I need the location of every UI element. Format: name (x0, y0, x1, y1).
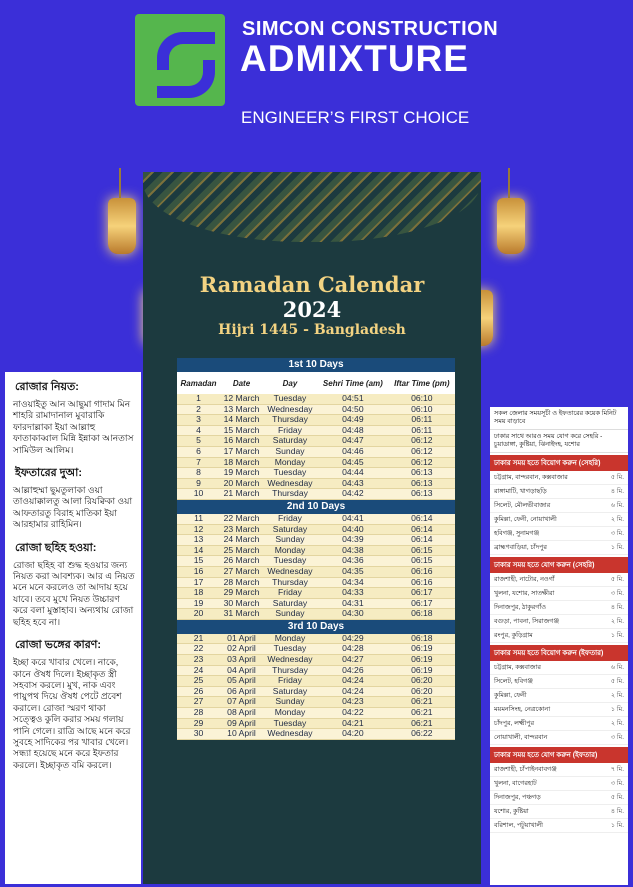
cell-iftar: 06:14 (389, 535, 455, 546)
district-item (490, 703, 628, 717)
cell-sehri: 04:23 (317, 697, 389, 708)
district-minutes: ৬ মি. (610, 664, 624, 671)
iftar-dua-text: আল্লাহুম্মা ছুমতুলাকা ওয়া তাওয়াক্কালতু আলা রিযক্বিকা ওয়া আফতারতু বিরাহ মাতিকা ইয়া আরহামার রাহিমিন। (13, 485, 133, 530)
cell-day: Thursday (263, 415, 317, 426)
district-item (490, 601, 628, 615)
cell-date: 03 April (220, 655, 263, 666)
district-section-title: ঢাকার সময় হতে যোগ করুন (ইফতার) (490, 747, 628, 763)
cell-day: Saturday (263, 598, 317, 609)
section-label: 2nd 10 Days (177, 499, 455, 514)
cell-ramadan: 4 (177, 425, 220, 436)
cell-ramadan: 13 (177, 535, 220, 546)
district-item (490, 661, 628, 675)
header-day: Day (263, 372, 317, 394)
district-item (490, 471, 628, 485)
cell-date: 23 March (220, 524, 263, 535)
header-sehri: Sehri Time (am) (317, 372, 389, 394)
district-names: রাজশাহী, নাটোর, নওগাঁ (494, 576, 555, 583)
cell-iftar: 06:19 (389, 665, 455, 676)
cell-ramadan: 8 (177, 468, 220, 479)
niyat-text: নাওয়াইতু আন আছুমা গাদাম মিন শাহরি রামাদানাল মুবারাকি ফারদাল্লাকা ইয়া আল্লাহু ফাতাকাব্বাল মিন্নি ইন্নাকা আনতাস সামিউল আলিম। (13, 399, 134, 455)
cell-ramadan: 11 (177, 514, 220, 524)
district-minutes: ৫ মি. (610, 474, 624, 481)
section-band (177, 358, 455, 372)
district-item (490, 629, 628, 643)
cell-day: Wednesday (263, 478, 317, 489)
district-section-title: ঢাকার সময় হতে যোগ করুন (সেহরি) (490, 557, 628, 573)
cell-iftar: 06:11 (389, 415, 455, 426)
cell-iftar: 06:15 (389, 556, 455, 567)
district-minutes: ৪ মি. (610, 808, 624, 815)
district-minutes: ১ মি. (610, 632, 624, 639)
district-minutes: ২ মি. (610, 720, 624, 727)
cell-day: Friday (263, 588, 317, 599)
cell-ramadan: 18 (177, 588, 220, 599)
arch-ornament (143, 172, 481, 242)
table-row (177, 545, 455, 556)
district-names: খুলনা, যশোর, সাতক্ষীরা (494, 590, 555, 597)
district-names: ব্রাহ্মণবাড়িয়া, চাঁদপুর (494, 544, 547, 551)
cell-iftar: 06:12 (389, 436, 455, 447)
district-names: রংপুর, কুড়িগ্রাম (494, 632, 533, 639)
cell-ramadan: 5 (177, 436, 220, 447)
cell-iftar: 06:17 (389, 598, 455, 609)
section-label: 3rd 10 Days (177, 619, 455, 634)
cell-date: 09 April (220, 718, 263, 729)
district-item (490, 485, 628, 499)
district-names: দিনাজপুর, পঞ্চগড় (494, 794, 541, 801)
break-fast-text: ইচ্ছা করে খাবার খেলে। নাকে, কানে ঔষধ দিলে। ইচ্ছাকৃত স্ত্রী সহবাস করলে। মুখ, নাক এবং পায়ুপথ দিয়ে ঔষধ পেটে প্রবেশ করালে। রোজা স্মরণ থাকা সত্ত্বেও কুলি করার সময় গলায় পানি গেলে। রাত্রি আছে মনে করে সুবহে সাদিকের পর খাবার খেলে। সন্ধ্যা হয়েছে মনে করে ইফতার করলে। ইচ্ছাকৃত বমি করলে। (13, 657, 131, 770)
cell-sehri: 04:33 (317, 588, 389, 599)
cell-iftar: 06:12 (389, 457, 455, 468)
cell-day: Sunday (263, 535, 317, 546)
section-band (177, 619, 455, 634)
district-minutes: ১ মি. (610, 706, 624, 713)
table-row (177, 577, 455, 588)
district-minutes: ৩ মি. (610, 590, 624, 597)
cell-sehri: 04:38 (317, 545, 389, 556)
cell-day: Monday (263, 708, 317, 719)
cell-date: 01 April (220, 634, 263, 644)
cell-iftar: 06:13 (389, 489, 455, 500)
cell-sehri: 04:45 (317, 457, 389, 468)
table-row (177, 644, 455, 655)
table-header (177, 372, 455, 394)
cell-date: 07 April (220, 697, 263, 708)
district-item (490, 573, 628, 587)
district-item (490, 587, 628, 601)
table-row (177, 404, 455, 415)
table-row (177, 665, 455, 676)
table-row (177, 425, 455, 436)
cell-iftar: 06:12 (389, 446, 455, 457)
cell-iftar: 06:14 (389, 514, 455, 524)
district-names: রাজশাহী, চাঁপাইনবাবগঞ্জ (494, 766, 557, 773)
cell-iftar: 06:18 (389, 634, 455, 644)
cell-sehri: 04:47 (317, 436, 389, 447)
district-names: চট্টগ্রাম, কক্সবাজার (494, 664, 541, 671)
district-minutes: ৪ মি. (610, 604, 624, 611)
cell-ramadan: 10 (177, 489, 220, 500)
table-row (177, 686, 455, 697)
brand-logo (135, 14, 225, 106)
cell-sehri: 04:44 (317, 468, 389, 479)
calendar-title: Ramadan Calendar (199, 272, 425, 297)
cell-ramadan: 15 (177, 556, 220, 567)
brand-name-line1: SIMCON CONSTRUCTION (242, 18, 499, 40)
cell-date: 25 March (220, 545, 263, 556)
district-minutes: ৩ মি. (610, 734, 624, 741)
district-names: রাঙ্গামাটি, খাগড়াছড়ি (494, 488, 547, 495)
table-row (177, 718, 455, 729)
table-row (177, 468, 455, 479)
cell-day: Monday (263, 545, 317, 556)
table-row (177, 394, 455, 404)
table-row (177, 598, 455, 609)
cell-sehri: 04:35 (317, 566, 389, 577)
cell-ramadan: 21 (177, 634, 220, 644)
cell-sehri: 04:41 (317, 514, 389, 524)
cell-sehri: 04:29 (317, 634, 389, 644)
cell-day: Tuesday (263, 718, 317, 729)
district-names: চাঁদপুর, লক্ষ্মীপুর (494, 720, 535, 727)
cell-iftar: 06:10 (389, 404, 455, 415)
district-minutes: ৭ মি. (610, 766, 624, 773)
table-row (177, 514, 455, 524)
table-row (177, 535, 455, 546)
district-names: যশোর, কুষ্টিয়া (494, 808, 529, 815)
table-row (177, 566, 455, 577)
district-minutes: ১ মি. (610, 822, 624, 829)
district-item (490, 791, 628, 805)
district-minutes: ২ মি. (610, 618, 624, 625)
table-row (177, 489, 455, 500)
valid-fast-text: রোজা ছহিহ বা শুদ্ধ হওয়ার জন্য নিয়ত করা আবশ্যক। আর এ নিয়ত মনে মনে করলেও তা আদায় হয়ে যাবে। তবে মুখে নিয়ত উচ্চারণ করে বলা মুস্তাহাব। অন্যথায় রোজা ছহিহ হবে না। (13, 559, 135, 627)
cell-sehri: 04:46 (317, 446, 389, 457)
cell-date: 21 March (220, 489, 263, 500)
district-intro: সকল জেলার সময়সূচী ও ইফতারের কয়েক মিনিট সময় বাড়াবে (490, 407, 628, 430)
district-item (490, 541, 628, 555)
cell-iftar: 06:18 (389, 609, 455, 620)
cell-date: 30 March (220, 598, 263, 609)
cell-sehri: 04:36 (317, 556, 389, 567)
table-row (177, 729, 455, 740)
district-names: কুমিল্লা, ফেনী, নোয়াখালী (494, 516, 557, 523)
district-names: ময়মনসিংহ, নেত্রকোনা (494, 706, 551, 713)
cell-ramadan: 25 (177, 676, 220, 687)
cell-date: 06 April (220, 686, 263, 697)
cell-date: 08 April (220, 708, 263, 719)
cell-date: 20 March (220, 478, 263, 489)
district-item (490, 689, 628, 703)
calendar-year: 2024 (282, 297, 342, 322)
iftar-dua-heading: ইফতারের দুআ: (15, 467, 83, 480)
cell-sehri: 04:42 (317, 489, 389, 500)
table-row (177, 588, 455, 599)
cell-date: 16 March (220, 436, 263, 447)
cell-ramadan: 1 (177, 394, 220, 404)
cell-sehri: 04:31 (317, 598, 389, 609)
district-names: বরিশাল, পটুয়াখালী (494, 822, 543, 829)
calendar-hijri: Hijri 1445 - Bangladesh (218, 322, 406, 338)
cell-ramadan: 6 (177, 446, 220, 457)
table-row (177, 697, 455, 708)
cell-sehri: 04:22 (317, 708, 389, 719)
cell-date: 27 March (220, 566, 263, 577)
cell-sehri: 04:34 (317, 577, 389, 588)
table-row (177, 457, 455, 468)
cell-iftar: 06:20 (389, 676, 455, 687)
district-item (490, 675, 628, 689)
cell-date: 24 March (220, 535, 263, 546)
district-item (490, 499, 628, 513)
cell-day: Wednesday (263, 566, 317, 577)
cell-iftar: 06:13 (389, 468, 455, 479)
cell-iftar: 06:13 (389, 478, 455, 489)
break-fast-heading: রোজা ভঙ্গের কারণ: (15, 639, 102, 652)
cell-iftar: 06:10 (389, 394, 455, 404)
cell-iftar: 06:21 (389, 718, 455, 729)
cell-day: Saturday (263, 436, 317, 447)
cell-ramadan: 19 (177, 598, 220, 609)
district-item (490, 777, 628, 791)
section-label: 1st 10 Days (177, 358, 455, 372)
cell-day: Wednesday (263, 655, 317, 666)
calendar-panel (143, 172, 481, 884)
cell-ramadan: 28 (177, 708, 220, 719)
cell-day: Thursday (263, 489, 317, 500)
brand-name-line2: ADMIXTURE (240, 38, 469, 79)
district-minutes: ৪ মি. (610, 488, 624, 495)
district-item (490, 805, 628, 819)
cell-day: Friday (263, 514, 317, 524)
cell-iftar: 06:21 (389, 697, 455, 708)
district-item (490, 731, 628, 745)
cell-day: Sunday (263, 446, 317, 457)
cell-sehri: 04:51 (317, 394, 389, 404)
cell-day: Sunday (263, 697, 317, 708)
district-item (490, 717, 628, 731)
cell-date: 05 April (220, 676, 263, 687)
cell-day: Friday (263, 676, 317, 687)
cell-iftar: 06:19 (389, 644, 455, 655)
section-band (177, 499, 455, 514)
cell-day: Monday (263, 457, 317, 468)
cell-iftar: 06:16 (389, 577, 455, 588)
cell-sehri: 04:40 (317, 524, 389, 535)
cell-date: 17 March (220, 446, 263, 457)
district-names: কুমিল্লা, ফেনী (494, 692, 527, 699)
cell-day: Thursday (263, 665, 317, 676)
cell-date: 04 April (220, 665, 263, 676)
cell-date: 13 March (220, 404, 263, 415)
district-names: খুলনা, বাগেরহাট (494, 780, 537, 787)
cell-ramadan: 24 (177, 665, 220, 676)
cell-sehri: 04:48 (317, 425, 389, 436)
cell-date: 14 March (220, 415, 263, 426)
cell-day: Friday (263, 425, 317, 436)
cell-sehri: 04:24 (317, 686, 389, 697)
cell-sehri: 04:43 (317, 478, 389, 489)
cell-day: Monday (263, 634, 317, 644)
cell-date: 12 March (220, 394, 263, 404)
cell-date: 28 March (220, 577, 263, 588)
cell-ramadan: 27 (177, 697, 220, 708)
cell-ramadan: 26 (177, 686, 220, 697)
cell-iftar: 06:16 (389, 566, 455, 577)
cell-sehri: 04:20 (317, 729, 389, 740)
cell-date: 15 March (220, 425, 263, 436)
cell-date: 29 March (220, 588, 263, 599)
table-row (177, 415, 455, 426)
cell-day: Wednesday (263, 404, 317, 415)
table-row (177, 524, 455, 535)
cell-sehri: 04:50 (317, 404, 389, 415)
cell-ramadan: 2 (177, 404, 220, 415)
header-iftar: Iftar Time (pm) (389, 372, 455, 394)
district-item (490, 527, 628, 541)
cell-day: Sunday (263, 609, 317, 620)
cell-date: 02 April (220, 644, 263, 655)
district-names: নোয়াখালী, বান্দরবান (494, 734, 548, 741)
district-minutes: ২ মি. (610, 692, 624, 699)
table-row (177, 655, 455, 666)
district-minutes: ৩ মি. (610, 780, 624, 787)
cell-ramadan: 17 (177, 577, 220, 588)
cell-date: 31 March (220, 609, 263, 620)
cell-iftar: 06:20 (389, 686, 455, 697)
table-row (177, 436, 455, 447)
district-intro-2: ঢাকার সাথে আরও সময় যোগ করে সেহরি - চুয়াডাঙ্গা, কুষ্টিয়া, ঝিনাইদহ, যশোর (490, 430, 628, 453)
brand-tagline: ENGINEER’S FIRST CHOICE (241, 108, 470, 127)
cell-date: 26 March (220, 556, 263, 567)
table-row (177, 676, 455, 687)
cell-sehri: 04:28 (317, 644, 389, 655)
district-minutes: ২ মি. (610, 516, 624, 523)
header-date: Date (220, 372, 263, 394)
cell-ramadan: 29 (177, 718, 220, 729)
table-row (177, 708, 455, 719)
district-names: বগুড়া, পাবনা, সিরাজগঞ্জ (494, 618, 559, 625)
district-minutes: ৬ মি. (610, 502, 624, 509)
cell-iftar: 06:14 (389, 524, 455, 535)
cell-ramadan: 9 (177, 478, 220, 489)
cell-sehri: 04:39 (317, 535, 389, 546)
cell-iftar: 06:22 (389, 729, 455, 740)
district-item (490, 763, 628, 777)
cell-iftar: 06:15 (389, 545, 455, 556)
cell-ramadan: 22 (177, 644, 220, 655)
header-ramadan: Ramadan (177, 372, 220, 394)
ramadan-table (177, 358, 455, 740)
cell-iftar: 06:11 (389, 425, 455, 436)
cell-sehri: 04:21 (317, 718, 389, 729)
district-item (490, 615, 628, 629)
cell-day: Tuesday (263, 644, 317, 655)
district-item (490, 819, 628, 833)
cell-ramadan: 7 (177, 457, 220, 468)
district-minutes: ৫ মি. (610, 576, 624, 583)
cell-ramadan: 12 (177, 524, 220, 535)
lantern-left-outer-icon (108, 198, 136, 254)
district-time-card (490, 407, 628, 885)
district-names: সিলেট, হবিগঞ্জ (494, 678, 533, 685)
table-row (177, 446, 455, 457)
cell-iftar: 06:19 (389, 655, 455, 666)
table-row (177, 556, 455, 567)
cell-date: 22 March (220, 514, 263, 524)
cell-iftar: 06:21 (389, 708, 455, 719)
district-names: চট্টগ্রাম, বান্দরবান, কক্সবাজার (494, 474, 568, 481)
district-section-title: ঢাকার সময় হতে বিয়োগ করুন (ইফতার) (490, 645, 628, 661)
cell-sehri: 04:30 (317, 609, 389, 620)
district-section-title: ঢাকার সময় হতে বিয়োগ করুন (সেহরি) (490, 455, 628, 471)
cell-day: Tuesday (263, 468, 317, 479)
cell-sehri: 04:27 (317, 655, 389, 666)
district-minutes: ১ মি. (610, 544, 624, 551)
cell-day: Thursday (263, 577, 317, 588)
cell-ramadan: 20 (177, 609, 220, 620)
district-minutes: ৩ মি. (610, 530, 624, 537)
cell-sehri: 04:24 (317, 676, 389, 687)
valid-fast-heading: রোজা ছহিহ হওয়া: (15, 541, 97, 554)
cell-iftar: 06:17 (389, 588, 455, 599)
table-row (177, 634, 455, 644)
cell-ramadan: 16 (177, 566, 220, 577)
cell-day: Tuesday (263, 556, 317, 567)
table-row (177, 609, 455, 620)
cell-date: 18 March (220, 457, 263, 468)
cell-ramadan: 30 (177, 729, 220, 740)
cell-date: 19 March (220, 468, 263, 479)
cell-ramadan: 3 (177, 415, 220, 426)
niyat-heading: রোজার নিয়ত: (15, 381, 79, 393)
cell-day: Wednesday (263, 729, 317, 740)
district-item (490, 513, 628, 527)
district-names: হবিগঞ্জ, সুনামগঞ্জ (494, 530, 540, 537)
cell-day: Saturday (263, 524, 317, 535)
cell-day: Tuesday (263, 394, 317, 404)
cell-sehri: 04:49 (317, 415, 389, 426)
cell-ramadan: 23 (177, 655, 220, 666)
district-minutes: ৫ মি. (610, 678, 624, 685)
cell-day: Saturday (263, 686, 317, 697)
dua-card (5, 372, 141, 884)
district-names: দিনাজপুর, ঠাকুরগাঁও (494, 604, 546, 611)
cell-ramadan: 14 (177, 545, 220, 556)
table-row (177, 478, 455, 489)
cell-date: 10 April (220, 729, 263, 740)
lantern-right-outer-icon (497, 198, 525, 254)
district-names: সিলেট, মৌলভীবাজার (494, 502, 551, 509)
cell-sehri: 04:26 (317, 665, 389, 676)
district-minutes: ৫ মি. (610, 794, 624, 801)
